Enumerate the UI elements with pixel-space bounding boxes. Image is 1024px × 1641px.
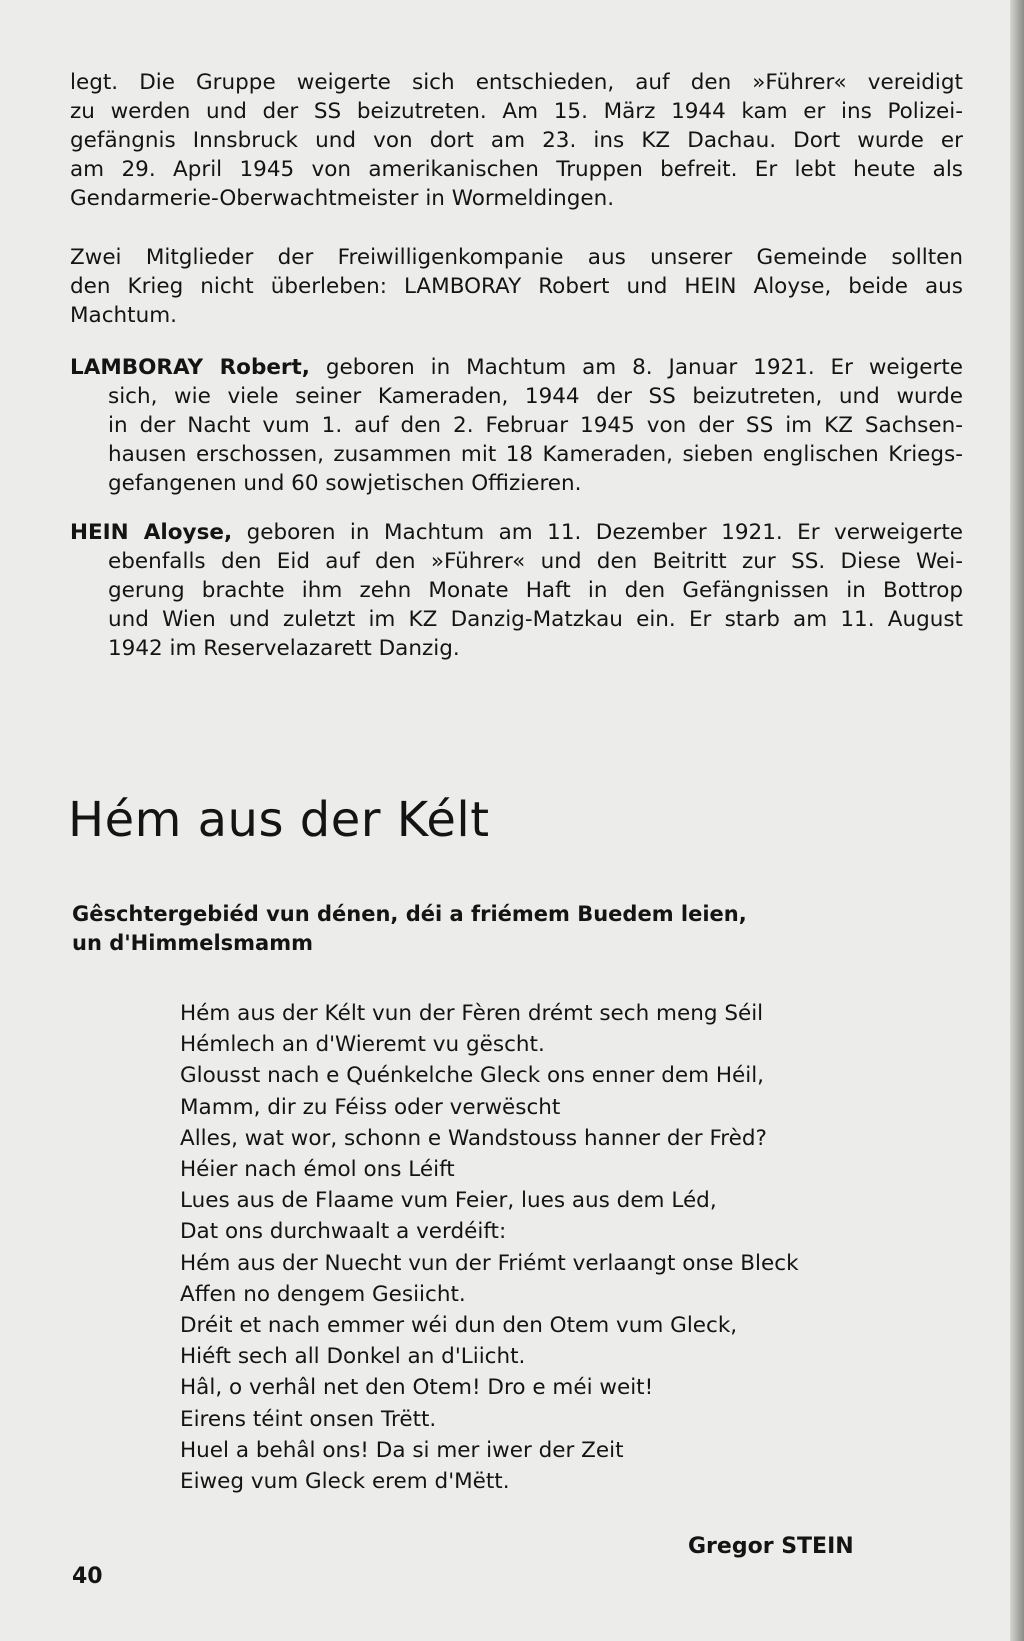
hein-line: gerung brachte ihm zehn Monate Haft in den Gefängnissen in Bottrop [108, 578, 963, 603]
poem-body [180, 998, 880, 1497]
poem-line: Dréit et nach emmer wéi dun den Otem vum Gleck, [180, 1313, 738, 1339]
page-number: 40 [72, 1564, 103, 1589]
hein-name: HEIN Aloyse, [70, 520, 233, 545]
poem-line: Eiweg vum Gleck erem d'Mëtt. [180, 1469, 510, 1495]
members-paragraph [70, 243, 963, 330]
intro-paragraph [70, 68, 963, 213]
lamboray-first-line-text: geboren in Machtum am 8. Januar 1921. Er weigerte [309, 355, 964, 380]
lamboray-line: hausen erschossen, zusammen mit 18 Kameraden, sieben englischen Kriegs- [108, 442, 963, 467]
poem-line: Huel a behâl ons! Da si mer iwer der Zeit [180, 1437, 624, 1463]
intro-line: zu werden und der SS beizutreten. Am 15. März 1944 kam er ins Polizei- [70, 99, 963, 124]
poem-line: Hâl, o verhâl net den Otem! Dro e méi weit! [180, 1375, 654, 1401]
members-text [70, 243, 963, 330]
hein-first-line [70, 518, 963, 547]
members-line: Zwei Mitglieder der Freiwilligenkompanie aus unserer Gemeinde sollten [70, 245, 963, 270]
hein-line: ebenfalls den Eid auf den »Führer« und den Beitritt zur SS. Diese Wei- [108, 549, 963, 574]
lamboray-entry [70, 353, 963, 498]
intro-line: am 29. April 1945 von amerikanischen Truppen befreit. Er lebt heute als [70, 157, 963, 182]
intro-text [70, 68, 963, 213]
poem-line: Hém aus der Kélt vun der Fèren drémt sech meng Séil [180, 1001, 764, 1026]
lamboray-line: sich, wie viele seiner Kameraden, 1944 der SS beizutreten, und wurde [108, 384, 963, 409]
lamboray-line: in der Nacht vum 1. auf den 2. Februar 1945 von der SS im KZ Sachsen- [108, 413, 963, 438]
members-line: den Krieg nicht überleben: LAMBORAY Robert und HEIN Aloyse, beide aus [70, 274, 963, 299]
hein-line: und Wien und zuletzt im KZ Danzig-Matzkau ein. Er starb am 11. August [108, 607, 963, 632]
hein-entry [70, 518, 963, 663]
hein-line: 1942 im Reservelazarett Danzig. [108, 636, 460, 661]
hein-first-line-text: geboren in Machtum am 11. Dezember 1921. Er verweigerte [232, 520, 964, 545]
poem-title: Hém aus der Kélt [68, 792, 490, 848]
poem-subtitle [72, 900, 752, 958]
poem-line: Affen no dengem Gesiicht. [180, 1281, 466, 1307]
lamboray-text [70, 353, 963, 498]
poem-subtitle-line-2: un d'Himmelsmamm [72, 931, 313, 955]
page-gutter-shadow [1010, 0, 1024, 1641]
poem-line: Eirens téint onsen Trëtt. [180, 1406, 437, 1432]
poem-line: Mamm, dir zu Féiss oder verwëscht [180, 1094, 561, 1120]
poem-line: Glousst nach e Quénkelche Gleck ons enner dem Héil, [180, 1063, 765, 1089]
poem-line: Hém aus der Nuecht vun der Friémt verlaangt onse Bleck [180, 1250, 799, 1276]
intro-line: Gendarmerie-Oberwachtmeister in Wormeldingen. [70, 186, 615, 211]
poem-line: Hémlech an d'Wieremt vu gëscht. [180, 1032, 545, 1058]
lamboray-line: gefangenen und 60 sowjetischen Offizieren. [108, 471, 582, 496]
poem-subtitle-line-1: Gêschtergebiéd vun dénen, déi a friémem Buedem leien, [72, 902, 747, 926]
poem-line: Alles, wat wor, schonn e Wandstouss hanner der Frèd? [180, 1125, 767, 1151]
poem-line: Dat ons durchwaalt a verdéift: [180, 1219, 507, 1245]
poem-line: Lues aus de Flaame vum Feier, lues aus dem Léd, [180, 1188, 717, 1214]
poem-line: Héier nach émol ons Léift [180, 1157, 455, 1183]
poem-line: Hiéft sech all Donkel an d'Liicht. [180, 1344, 526, 1370]
poem-author: Gregor STEIN [688, 1534, 854, 1559]
hein-text [70, 518, 963, 663]
intro-line: legt. Die Gruppe weigerte sich entschieden, auf den »Führer« vereidigt [70, 70, 963, 95]
intro-line: gefängnis Innsbruck und von dort am 23. ins KZ Dachau. Dort wurde er [70, 128, 963, 153]
members-line: Machtum. [70, 303, 178, 328]
lamboray-name: LAMBORAY Robert, [70, 355, 310, 380]
lamboray-first-line [70, 353, 963, 382]
